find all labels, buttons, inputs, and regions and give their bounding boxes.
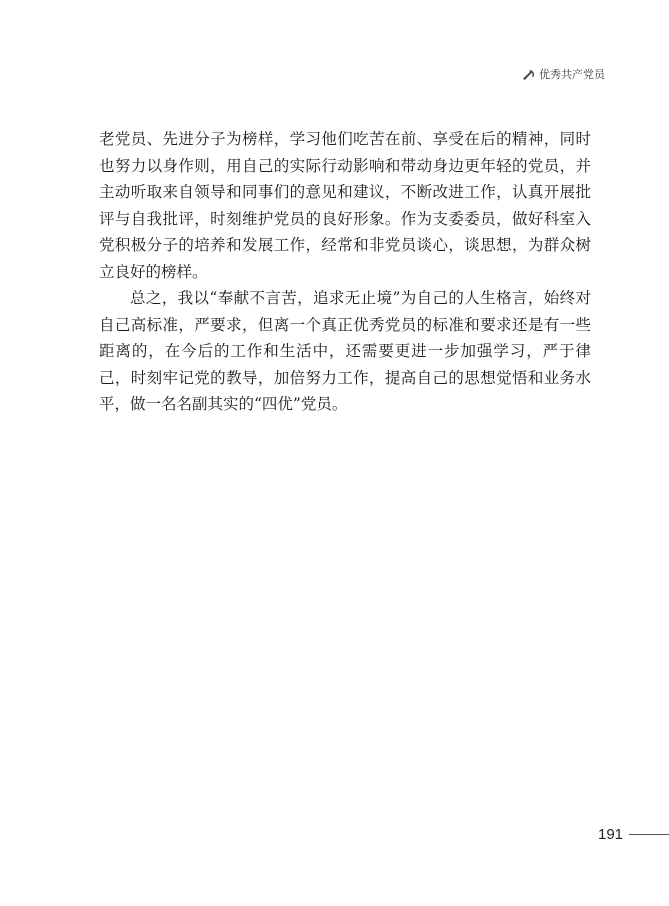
paragraph: 总之，我以“奉献不言苦，追求无止境”为自己的人生格言，始终对自己高标准，严要求，但离一个真正优秀党员的标准和要求还是有一些距离的，在今后的工作和生活中，还需要更进一步加强学习，严于律己，时刻牢记党的教导，加倍努力工作，提高自己的思想觉悟和业务水平，做一名名副其实的“四优”党员。 [99, 289, 591, 413]
running-header [522, 66, 605, 82]
page-number: 191 [598, 826, 624, 843]
paragraph: 老党员、先进分子为榜样，学习他们吃苦在前、享受在后的精神，同时也努力以身作则，用自己的实际行动影响和带动身边更年轻的党员，并主动听取来自领导和同事们的意见和建议，不断改进工作，认真开展批评与自我批评，时刻维护党员的良好形象。作为支委委员，做好科室入党积极分子的培养和发展工作，经常和非党员谈心，谈思想，为群众树立良好的榜样。 [99, 130, 591, 281]
body-text [99, 126, 591, 418]
footer-rule [629, 834, 669, 835]
running-header-title: 优秀共产党员 [539, 68, 605, 81]
party-emblem-icon [522, 68, 535, 81]
page-footer [598, 826, 669, 843]
